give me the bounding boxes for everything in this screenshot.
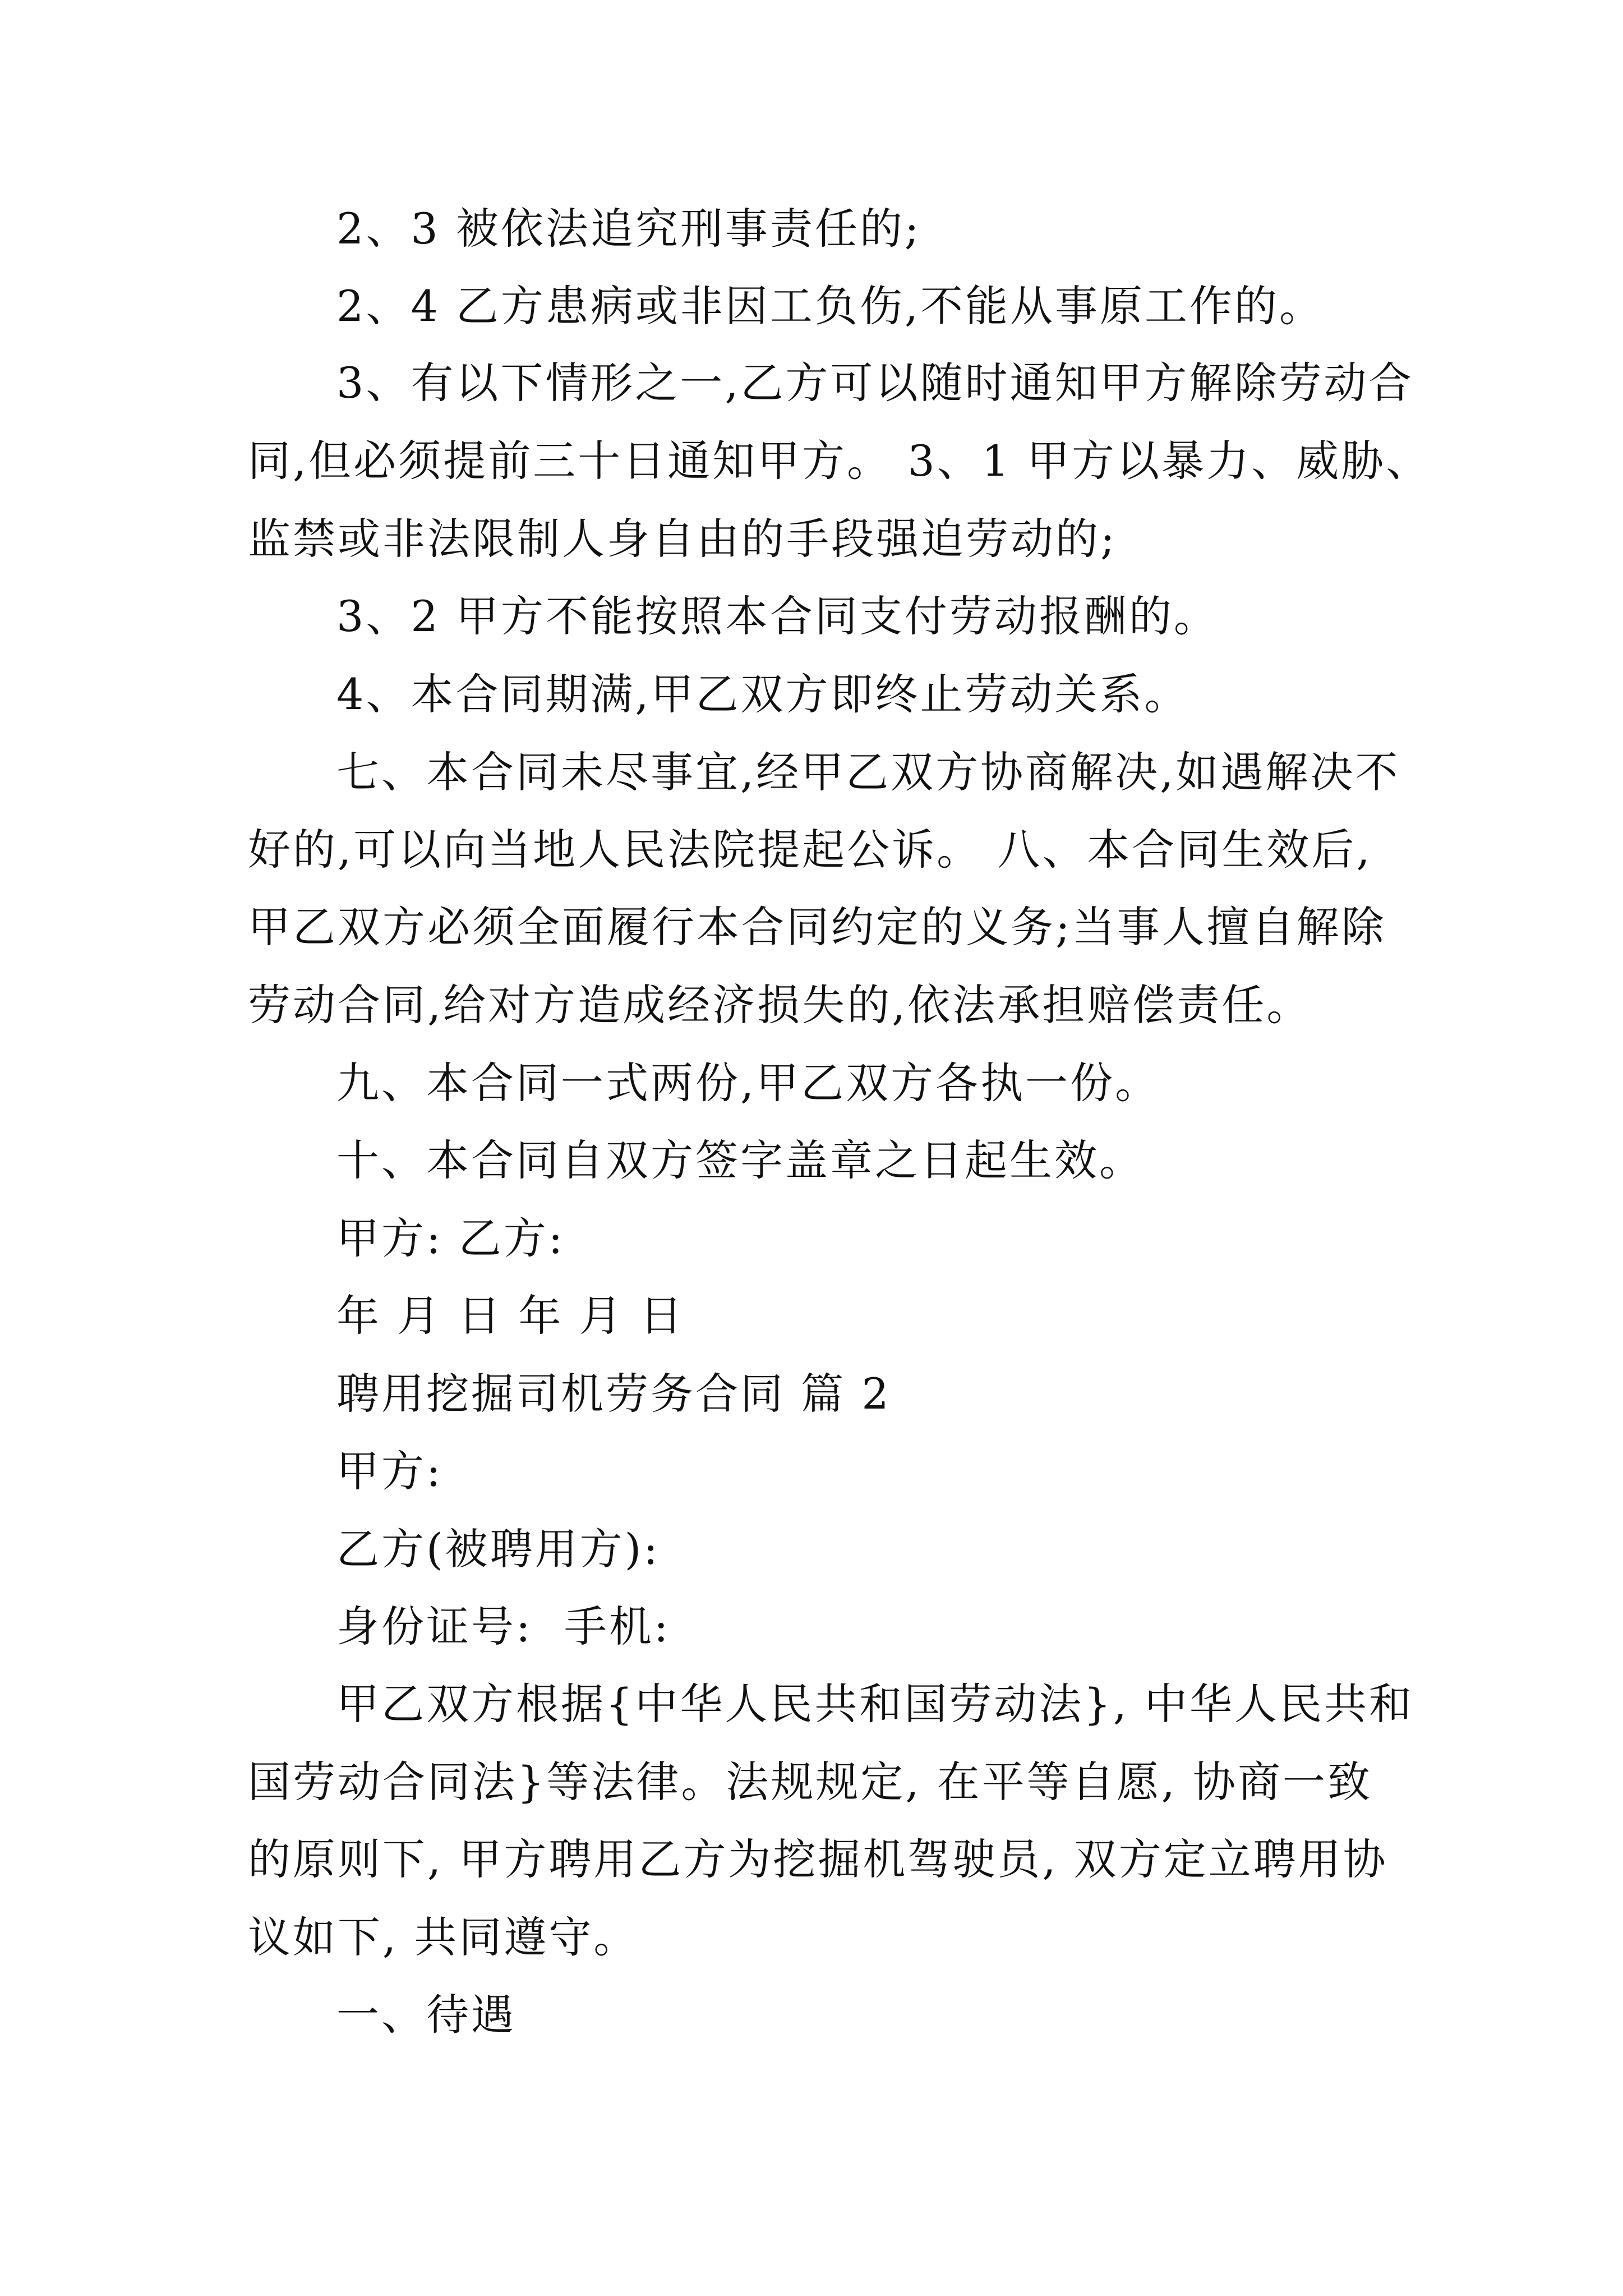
doc-line-10: 甲乙双方必须全面履行本合同约定的义务;当事人擅自解除: [248, 902, 1386, 952]
treatment-heading: 一、待遇: [336, 1990, 516, 2040]
doc-line-6: 3、2 甲方不能按照本合同支付劳动报酬的。: [336, 591, 1219, 641]
doc-line-3: 3、有以下情形之一,乙方可以随时通知甲方解除劳动合: [336, 358, 1414, 408]
doc-line-21: 国劳动合同法}等法律。法规规定, 在平等自愿, 协商一致: [248, 1757, 1372, 1807]
section-heading: 聘用挖掘司机劳务合同 篇 2: [336, 1369, 891, 1419]
doc-line-22: 的原则下, 甲方聘用乙方为挖掘机驾驶员, 双方定立聘用协: [248, 1834, 1388, 1884]
signature-parties-line: 甲方: 乙方:: [336, 1213, 565, 1263]
doc-line-7: 4、本合同期满,甲乙双方即终止劳动关系。: [336, 669, 1189, 719]
doc-line-20: 甲乙双方根据{中华人民共和国劳动法}, 中华人民共和: [336, 1679, 1414, 1729]
signature-date-line: 年 月 日 年 月 日: [336, 1291, 685, 1341]
doc-line-8: 七、本合同未尽事宜,经甲乙双方协商解决,如遇解决不: [336, 747, 1400, 797]
doc-line-5: 监禁或非法限制人身自由的手段强迫劳动的;: [248, 514, 1117, 564]
party-b-label: 乙方(被聘用方):: [336, 1524, 660, 1574]
doc-line-13: 十、本合同自双方签字盖章之日起生效。: [336, 1135, 1144, 1185]
doc-line-9: 好的,可以向当地人民法院提起公诉。 八、本合同生效后,: [248, 825, 1372, 875]
doc-line-4: 同,但必须提前三十日通知甲方。 3、1 甲方以暴力、威胁、: [248, 436, 1431, 486]
doc-line-2: 2、4 乙方患病或非因工负伤,不能从事原工作的。: [336, 281, 1325, 331]
id-phone-label: 身份证号: 手机:: [336, 1602, 671, 1651]
doc-line-23: 议如下, 共同遵守。: [248, 1912, 639, 1962]
doc-line-1: 2、3 被依法追究刑事责任的;: [336, 204, 921, 254]
doc-line-11: 劳动合同,给对方造成经济损失的,依法承担赔偿责任。: [248, 980, 1312, 1030]
doc-line-12: 九、本合同一式两份,甲乙双方各执一份。: [336, 1058, 1160, 1108]
party-a-label: 甲方:: [336, 1446, 443, 1496]
